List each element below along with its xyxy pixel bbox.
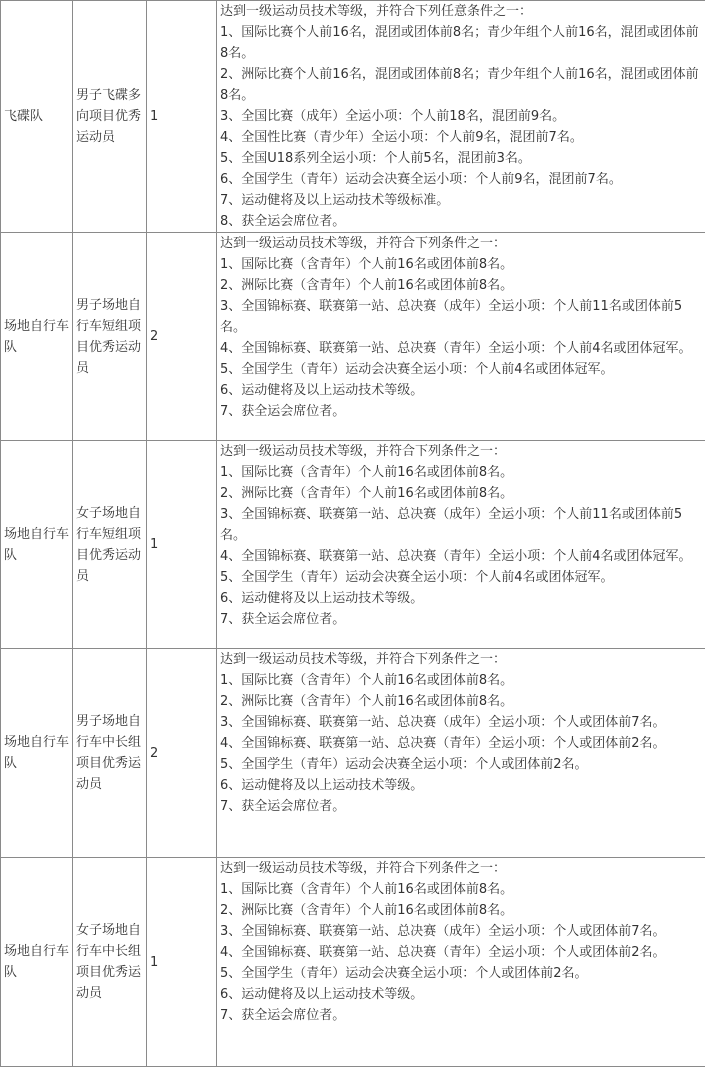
count-cell: 1 bbox=[147, 858, 217, 1067]
requirements-cell bbox=[217, 233, 705, 441]
requirement-line: 3、全国锦标赛、联赛第一站、总决赛（成年）全运小项：个人前11名或团体前5名。 bbox=[220, 504, 702, 546]
requirement-line: 1、国际比赛个人前16名，混团或团体前8名；青少年组个人前16名，混团或团体前8名。 bbox=[220, 22, 702, 64]
table-row bbox=[1, 649, 705, 858]
team-cell: 场地自行车队 bbox=[1, 233, 73, 441]
requirement-line: 5、全国学生（青年）运动会决赛全运小项：个人前4名或团体冠军。 bbox=[220, 359, 702, 380]
count-cell: 2 bbox=[147, 649, 217, 858]
requirement-line: 5、全国U18系列全运小项：个人前5名，混团前3名。 bbox=[220, 148, 702, 169]
requirement-line: 2、洲际比赛（含青年）个人前16名或团体前8名。 bbox=[220, 275, 702, 296]
requirement-line: 7、获全运会席位者。 bbox=[220, 609, 702, 630]
requirement-line: 1、国际比赛（含青年）个人前16名或团体前8名。 bbox=[220, 254, 702, 275]
requirement-line: 达到一级运动员技术等级，并符合下列条件之一： bbox=[220, 441, 702, 462]
requirement-line: 达到一级运动员技术等级，并符合下列任意条件之一： bbox=[220, 1, 702, 22]
requirement-line: 2、洲际比赛（含青年）个人前16名或团体前8名。 bbox=[220, 691, 702, 712]
count-cell: 2 bbox=[147, 233, 217, 441]
position-cell: 男子场地自行车短组项目优秀运动员 bbox=[73, 233, 147, 441]
requirement-line: 4、全国性比赛（青少年）全运小项：个人前9名，混团前7名。 bbox=[220, 127, 702, 148]
requirement-line: 3、全国锦标赛、联赛第一站、总决赛（成年）全运小项：个人或团体前7名。 bbox=[220, 921, 702, 942]
table-row bbox=[1, 233, 705, 441]
requirement-line: 5、全国学生（青年）运动会决赛全运小项：个人或团体前2名。 bbox=[220, 754, 702, 775]
team-cell: 场地自行车队 bbox=[1, 858, 73, 1067]
team-cell: 飞碟队 bbox=[1, 1, 73, 233]
requirement-line: 达到一级运动员技术等级，并符合下列条件之一： bbox=[220, 649, 702, 670]
count-cell: 1 bbox=[147, 1, 217, 233]
position-cell: 男子场地自行车中长组项目优秀运动员 bbox=[73, 649, 147, 858]
requirement-line: 5、全国学生（青年）运动会决赛全运小项：个人前4名或团体冠军。 bbox=[220, 567, 702, 588]
requirement-line: 4、全国锦标赛、联赛第一站、总决赛（青年）全运小项：个人或团体前2名。 bbox=[220, 942, 702, 963]
requirements-cell bbox=[217, 649, 705, 858]
requirements-cell bbox=[217, 1, 705, 233]
requirement-line: 2、洲际比赛（含青年）个人前16名或团体前8名。 bbox=[220, 483, 702, 504]
position-cell: 女子场地自行车短组项目优秀运动员 bbox=[73, 441, 147, 649]
requirement-line: 6、运动健将及以上运动技术等级。 bbox=[220, 984, 702, 1005]
requirement-line: 6、运动健将及以上运动技术等级。 bbox=[220, 775, 702, 796]
requirement-line: 7、获全运会席位者。 bbox=[220, 796, 702, 817]
team-cell: 场地自行车队 bbox=[1, 441, 73, 649]
requirements-cell bbox=[217, 858, 705, 1067]
requirement-line: 6、全国学生（青年）运动会决赛全运小项：个人前9名，混团前7名。 bbox=[220, 169, 702, 190]
requirement-line: 6、运动健将及以上运动技术等级。 bbox=[220, 588, 702, 609]
requirement-line: 3、全国锦标赛、联赛第一站、总决赛（成年）全运小项：个人或团体前7名。 bbox=[220, 712, 702, 733]
requirement-line: 3、全国锦标赛、联赛第一站、总决赛（成年）全运小项：个人前11名或团体前5名。 bbox=[220, 296, 702, 338]
requirement-line: 达到一级运动员技术等级，并符合下列条件之一： bbox=[220, 858, 702, 879]
table-row bbox=[1, 441, 705, 649]
requirement-line: 4、全国锦标赛、联赛第一站、总决赛（青年）全运小项：个人或团体前2名。 bbox=[220, 733, 702, 754]
requirement-line: 7、获全运会席位者。 bbox=[220, 1005, 702, 1026]
position-cell: 男子飞碟多向项目优秀运动员 bbox=[73, 1, 147, 233]
requirement-line: 7、获全运会席位者。 bbox=[220, 401, 702, 422]
requirement-line: 2、洲际比赛（含青年）个人前16名或团体前8名。 bbox=[220, 900, 702, 921]
requirement-line: 8、获全运会席位者。 bbox=[220, 211, 702, 232]
count-cell: 1 bbox=[147, 441, 217, 649]
requirement-line: 2、洲际比赛个人前16名，混团或团体前8名；青少年组个人前16名，混团或团体前8名。 bbox=[220, 64, 702, 106]
requirement-line: 3、全国比赛（成年）全运小项：个人前18名，混团前9名。 bbox=[220, 106, 702, 127]
table-row bbox=[1, 858, 705, 1067]
requirements-cell bbox=[217, 441, 705, 649]
requirement-line: 5、全国学生（青年）运动会决赛全运小项：个人或团体前2名。 bbox=[220, 963, 702, 984]
requirement-line: 1、国际比赛（含青年）个人前16名或团体前8名。 bbox=[220, 670, 702, 691]
requirement-line: 4、全国锦标赛、联赛第一站、总决赛（青年）全运小项：个人前4名或团体冠军。 bbox=[220, 338, 702, 359]
position-cell: 女子场地自行车中长组项目优秀运动员 bbox=[73, 858, 147, 1067]
requirement-line: 1、国际比赛（含青年）个人前16名或团体前8名。 bbox=[220, 879, 702, 900]
team-cell: 场地自行车队 bbox=[1, 649, 73, 858]
requirement-line: 4、全国锦标赛、联赛第一站、总决赛（青年）全运小项：个人前4名或团体冠军。 bbox=[220, 546, 702, 567]
table-row bbox=[1, 1, 705, 233]
requirement-line: 达到一级运动员技术等级，并符合下列条件之一： bbox=[220, 233, 702, 254]
requirement-line: 1、国际比赛（含青年）个人前16名或团体前8名。 bbox=[220, 462, 702, 483]
requirement-line: 6、运动健将及以上运动技术等级。 bbox=[220, 380, 702, 401]
requirement-line: 7、运动健将及以上运动技术等级标准。 bbox=[220, 190, 702, 211]
